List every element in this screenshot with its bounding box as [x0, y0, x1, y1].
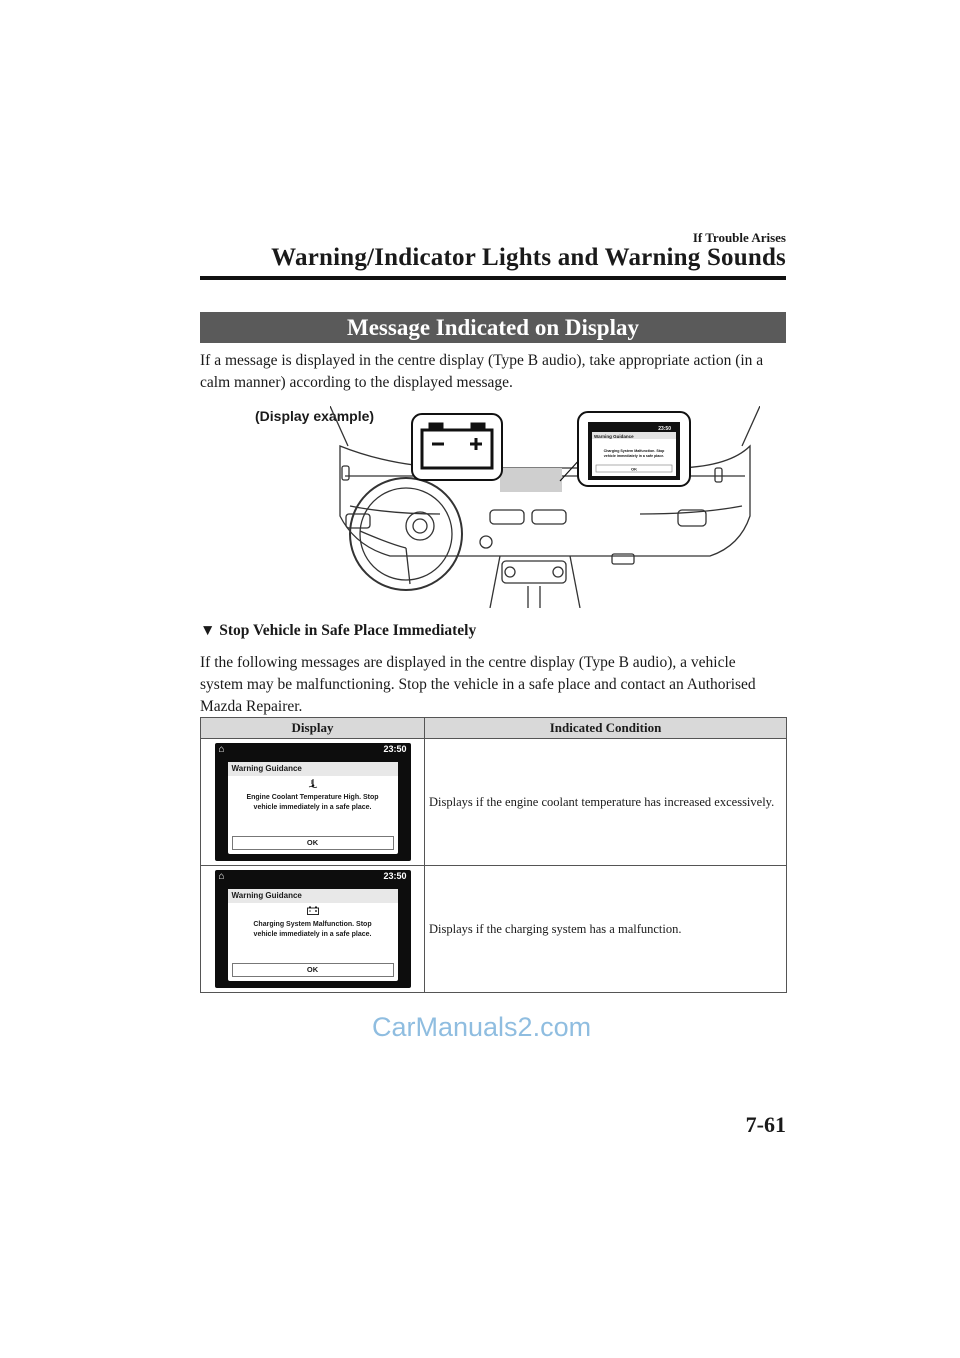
intro-line-2: calm manner) according to the displayed message. — [200, 374, 513, 391]
header-condition: Indicated Condition — [425, 718, 787, 739]
header-display: Display — [201, 718, 425, 739]
warning-panel — [228, 889, 398, 981]
warning-message-1: Charging System Malfunction. Stop — [253, 921, 372, 928]
ok-button[interactable]: OK — [232, 963, 394, 977]
battery-icon — [228, 906, 398, 917]
battery-callout — [412, 414, 502, 480]
body-line-1: If the following messages are displayed in the centre display (Type B audio), a vehicle — [200, 654, 736, 671]
screen-time: 23:50 — [383, 871, 407, 881]
page-number: 7-61 — [745, 1112, 786, 1137]
table-header-row — [201, 718, 787, 739]
inset-message-2: vehicle immediately in a safe place. — [603, 454, 665, 458]
inset-title: Warning Guidance — [594, 434, 634, 439]
table-row — [201, 866, 787, 993]
screen-time: 23:50 — [383, 744, 407, 754]
intro-line-1: If a message is displayed in the centre display (Type B audio), take appropriate action (in a — [200, 352, 764, 369]
illustration-label: (Display example) — [255, 408, 375, 424]
body-line-3: Mazda Repairer. — [200, 698, 303, 715]
ok-button[interactable]: OK — [232, 836, 394, 850]
center-display — [500, 468, 562, 492]
condition-cell: Displays if the charging system has a malfunction. — [425, 866, 787, 993]
warning-message-2: vehicle immediately in a safe place. — [253, 931, 372, 938]
warning-title: Warning Guidance — [228, 762, 398, 776]
section-header: If Trouble Arises — [692, 230, 786, 245]
screen-coolant-warning — [215, 743, 411, 861]
coolant-temperature-icon — [228, 779, 398, 791]
condition-table — [200, 717, 787, 993]
display-cell — [201, 866, 425, 993]
warning-panel — [228, 762, 398, 854]
page-title: Warning/Indicator Lights and Warning Sounds — [271, 244, 786, 271]
warning-title: Warning Guidance — [228, 889, 398, 903]
home-icon: ⌂ — [218, 744, 225, 755]
body-line-2: system may be malfunctioning. Stop the vehicle in a safe place and contact an Authorised — [200, 676, 756, 693]
subheading: ▼ Stop Vehicle in Safe Place Immediately — [200, 622, 477, 639]
warning-message-2: vehicle immediately in a safe place. — [253, 804, 372, 811]
display-cell — [201, 739, 425, 866]
screen-charging-warning — [215, 870, 411, 988]
home-icon: ⌂ — [218, 871, 225, 882]
inset-ok: OK — [631, 466, 637, 472]
inset-message-1: Charging System Malfunction. Stop — [603, 449, 665, 453]
section-band-title: Message Indicated on Display — [200, 312, 786, 343]
table-row — [201, 739, 787, 866]
inset-time: 23:50 — [658, 426, 671, 432]
condition-cell: Displays if the engine coolant temperature has increased excessively. — [425, 739, 787, 866]
watermark: CarManuals2.com — [372, 1012, 592, 1042]
header-rule — [200, 276, 786, 280]
dashboard-illustration — [330, 406, 760, 608]
warning-message-1: Engine Coolant Temperature High. Stop — [246, 794, 379, 801]
